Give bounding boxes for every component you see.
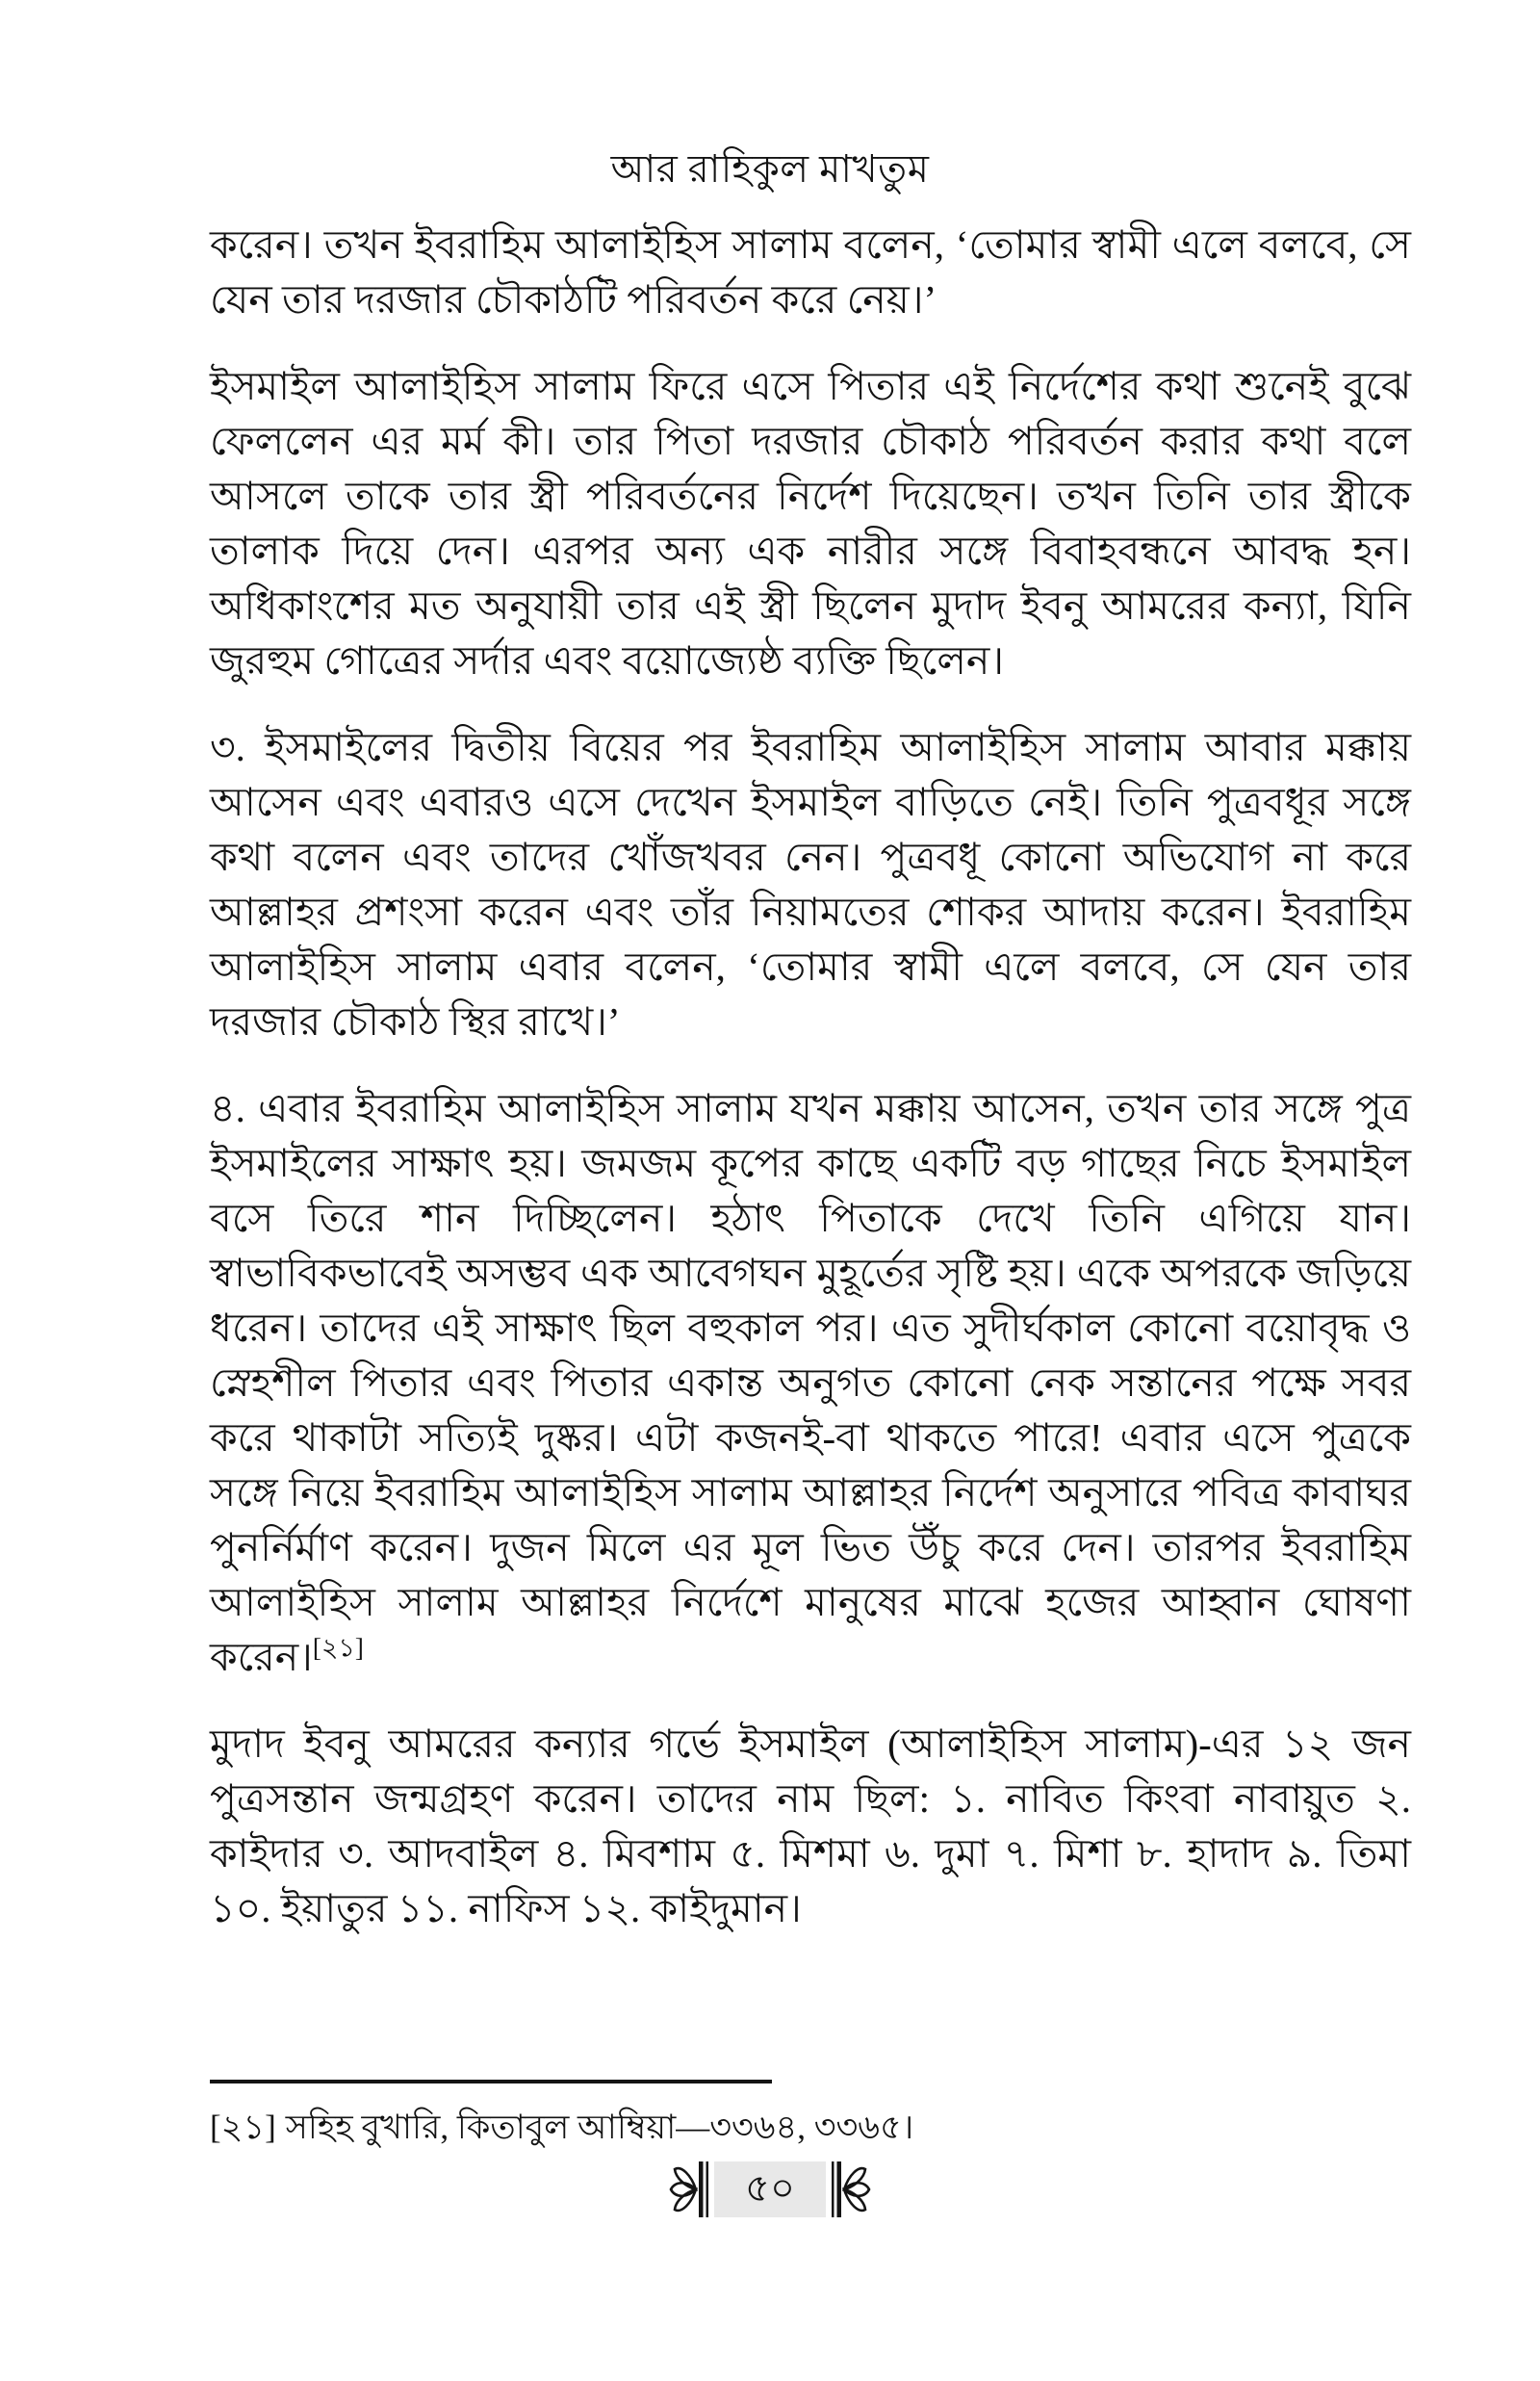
footnote-text: সহিহ বুখারি, কিতাবুল আম্বিয়া—৩৩৬৪, ৩৩৬৫। [285,2109,914,2146]
page-number: ৫০ [714,2161,826,2217]
page-number-row [0,2161,1540,2218]
paragraph: করেন। তখন ইবরাহিম আলাইহিস সালাম বলেন, ‘তোমার স্বামী এলে বলবে, সে যেন তার দরজার চৌকাঠটি পরিবর্তন করে নেয়।’ [210,222,1411,322]
paragraph: ৩. ইসমাইলের দ্বিতীয় বিয়ের পর ইবরাহিম আলাইহিস সালাম আবার মক্কায় আসেন এবং এবারও এসে দেখেন ইসমাইল বাড়িতে নেই। তিনি পুত্রবধূর সঙ্গে কথা বলেন এবং তাদের খোঁজখবর নেন। পুত্রবধূ কোনো অভিযোগ না করে আল্লাহর প্রশংসা করেন এবং তাঁর নিয়ামতের শোকর আদায় করেন। ইবরাহিম আলাইহিস সালাম এবার বলেন, ‘তোমার স্বামী এলে বলবে, সে যেন তার দরজার চৌকাঠ স্থির রাখে।’ [210,725,1411,1044]
paragraph-text: ৪. এবার ইবরাহিম আলাইহিস সালাম যখন মক্কায় আসেন, তখন তার সঙ্গে পুত্র ইসমাইলের সাক্ষাৎ হয়। জমজম কূপের কাছে একটি বড় গাছের নিচে ইসমাইল বসে তিরে শান দিচ্ছিলেন। হঠাৎ পিতাকে দেখে তিনি এগিয়ে যান। স্বাভাবিকভাবেই অসম্ভব এক আবেগঘন মুহূর্তের সৃষ্টি হয়। একে অপরকে জড়িয়ে ধরেন। তাদের এই সাক্ষাৎ ছিল বহুকাল পর। এত সুদীর্ঘকাল কোনো বয়োবৃদ্ধ ও স্নেহশীল পিতার এবং পিতার একান্ত অনুগত কোনো নেক সন্তানের পক্ষে সবর করে থাকাটা সত্যিই দুষ্কর। এটা কজনই-বা থাকতে পারে! এবার এসে পুত্রকে সঙ্গে নিয়ে ইবরাহিম আলাইহিস সালাম আল্লাহর নির্দেশ অনুসারে পবিত্র কাবাঘর পুনর্নির্মাণ করেন। দুজন মিলে এর মূল ভিত উঁচু করে দেন। তারপর ইবরাহিম আলাইহিস সালাম আল্লাহর নির্দেশে মানুষের মাঝে হজের আহ্বান ঘোষণা করেন। [210,1086,1411,1679]
footnote-divider-rule [210,2080,772,2083]
paragraph: ইসমাইল আলাইহিস সালাম ফিরে এসে পিতার এই নির্দেশের কথা শুনেই বুঝে ফেললেন এর মর্ম কী। তার পিতা দরজার চৌকাঠ পরিবর্তন করার কথা বলে আসলে তাকে তার স্ত্রী পরিবর্তনের নির্দেশ দিয়েছেন। তখন তিনি তার স্ত্রীকে তালাক দিয়ে দেন। এরপর অন্য এক নারীর সঙ্গে বিবাহবন্ধনে আবদ্ধ হন। অধিকাংশের মত অনুযায়ী তার এই স্ত্রী ছিলেন মুদাদ ইবনু আমরের কন্যা, যিনি জুরহুম গোত্রের সর্দার এবং বয়োজ্যেষ্ঠ ব্যক্তি ছিলেন। [210,364,1411,683]
footnote-marker: [২১] [210,2109,276,2146]
footnote-reference-21: [২১] [312,1633,364,1663]
floral-ornament-left-icon [669,2161,709,2218]
page-body-text [210,218,1411,1968]
paragraph [210,1081,1411,1685]
running-header-title: আর রাহিকুল মাখতুম [610,147,930,191]
paragraph: মুদাদ ইবনু আমরের কন্যার গর্ভে ইসমাইল (আলাইহিস সালাম)-এর ১২ জন পুত্রসন্তান জন্মগ্রহণ করেন। তাদের নাম ছিল: ১. নাবিত কিংবা নাবায়ুত ২. কাইদার ৩. আদবাইল ৪. মিবশাম ৫. মিশমা ৬. দুমা ৭. মিশা ৮. হাদাদ ৯. তিমা ১০. ইয়াতুর ১১. নাফিস ১২. কাইদুমান। [210,1721,1411,1930]
footnote [210,2105,1411,2151]
floral-ornament-right-icon [831,2161,871,2218]
